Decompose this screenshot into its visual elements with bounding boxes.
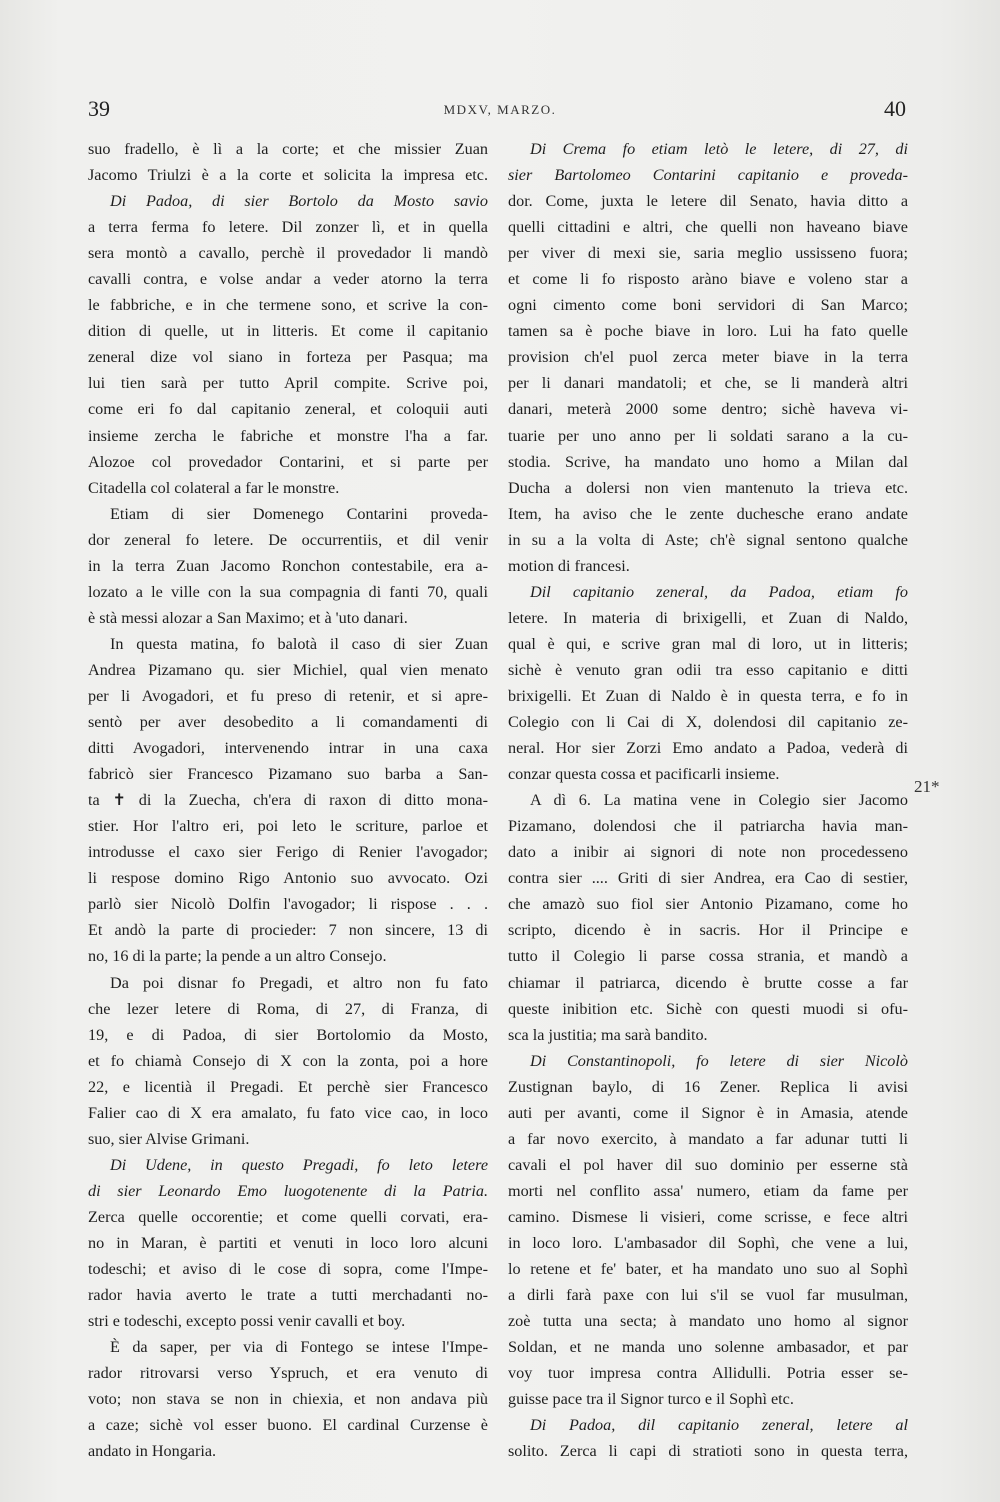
text-line: Item, ha aviso che le zente duchesche erano andate	[508, 504, 908, 523]
text-line: Etiam di sier Domenego Contarini proveda-	[110, 504, 488, 523]
text-line: Jacomo Triulzi è a la corte et solicita la impresa etc.	[88, 166, 488, 185]
text-line: queste inibition etc. Sichè con questi muodi si ofu-	[508, 999, 908, 1018]
section-heading-line: Di Padoa, di sier Bortolo da Mosto savio	[110, 192, 488, 211]
text-line: danari, meterà 2000 some dentro; sichè haveva vi-	[508, 400, 908, 419]
text-line: in su a la volta di Aste; ch'è signal sentono qualche	[508, 530, 908, 549]
text-line: parlò sier Nicolò Dolfin l'avogador; li rispose . . .	[88, 895, 488, 914]
text-line: tutto il Colegio li parse cossa strania, et mandò a	[508, 947, 908, 966]
text-line: zoè tutta una secta; à mandato uno homo al signor	[508, 1312, 908, 1331]
text-line: chiamar il patriarca, dicendo è brutte cosse a far	[508, 973, 908, 992]
text-line: Pizamano, dolendosi che il patriarcha havia man-	[508, 817, 908, 836]
text-line: A dì 6. La matina vene in Colegio sier Jacomo	[530, 791, 908, 810]
text-line: che lezer letere di Roma, di 27, di Franza, di	[88, 999, 488, 1018]
page-number-right: 40	[884, 96, 906, 121]
text-line: lo retene et fe' bater, et ha mandato uno suo al Sophì	[508, 1260, 908, 1279]
text-line: Soldan, et ne manda uno solenne ambasador, et par	[508, 1338, 908, 1357]
text-line: tamen sa è poche biave in loro. Lui ha fato quelle	[508, 322, 908, 341]
text-line: suo fradello, è lì a la corte; et che missier Zuan	[88, 140, 488, 158]
text-line: solito. Zerca li capi di stratioti sono in questa terra,	[508, 1442, 908, 1461]
text-line: lui tien sarà per tutto April compite. Scrive poi,	[88, 374, 488, 393]
text-line: ditti Avogadori, intervenendo intrar in una caxa	[88, 739, 488, 758]
text-line: sca la justitia; ma sarà bandito.	[508, 1025, 708, 1044]
text-line: quelli cittadini e altri, che quelli non haveano biave	[508, 218, 908, 237]
running-title: MDXV, MARZO.	[443, 102, 557, 117]
text-line: qual è qui, e scrive gran mal di loro, ut in litteris;	[508, 634, 908, 653]
section-heading-line: Di Udene, in questo Pregadi, fo leto letere	[110, 1155, 488, 1174]
text-line: zeneral dize vol siano in forteza per Pasqua; ma	[88, 348, 488, 367]
text-line: a dirli farà paxe con lui s'il se vuol far musulman,	[508, 1286, 908, 1305]
text-line: È da saper, per via di Fontego se intese l'Impe-	[110, 1338, 488, 1357]
text-line: todeschi; et aviso di le cose di sopra, come l'Impe-	[88, 1260, 488, 1279]
text-line: 22, e licentià il Pregadi. Et perchè sier Francesco	[88, 1077, 488, 1096]
text-line: in la terra Zuan Jacomo Ronchon contestabile, era a-	[88, 556, 488, 575]
text-line: stier. Hor l'altro eri, poi leto le scriture, parloe et	[88, 817, 488, 836]
text-line: insieme zercha le fabriche et monstre l'ha a far.	[88, 426, 488, 445]
text-line: suo, sier Alvise Grimani.	[88, 1129, 250, 1148]
text-line: cavalli contra, e volse andar a veder atorno la terra	[88, 270, 488, 289]
text-line: per li danari mandatoli; et che, se li manderà altri	[508, 374, 908, 393]
text-line: lozato a le ville con la sua compagnia di fanti 70, quali	[88, 582, 488, 601]
text-line: per viver di mexi sie, saria meglio ussisseno fuora;	[508, 244, 908, 263]
text-line: andato in Hongaria.	[88, 1442, 217, 1461]
text-line: sera montò a cavallo, perchè il provedador li mandò	[88, 244, 488, 263]
text-line: et fo chiamà Consejo di X con la zonta, poi a hore	[88, 1051, 488, 1070]
text-line: introdusse el caxo sier Ferigo di Renier l'avogador;	[88, 843, 488, 862]
text-line: Alozoe col provedador Contarini, et si parte per	[88, 452, 488, 471]
text-line: letere. In materia di brixigelli, et Zuan di Naldo,	[508, 608, 908, 627]
section-heading-line: Di Crema fo etiam letò le letere, di 27, di	[530, 140, 908, 158]
text-line: contra sier .... Griti di sier Andrea, era Cao di sestier,	[508, 869, 908, 888]
text-line: rador havia averto le trate a tutti merchadanti no-	[88, 1286, 488, 1305]
text-line: stri e todeschi, excepto possi venir cavalli et boy.	[88, 1312, 406, 1331]
text-line: Falier cao di X era amalato, fu fato vice cao, in loco	[88, 1103, 488, 1122]
text-line: per li Avogadori, et fu preso di retenir, et si apre-	[88, 686, 488, 705]
text-line: sentò per aver desobedito a li comandamenti di	[88, 713, 488, 732]
text-line: che amazò suo fiol sier Antonio Pizamano, come ho	[508, 895, 908, 914]
text-line: rador ritrovarsi verso Yspruch, et era venuto di	[88, 1364, 488, 1383]
text-line: motion di francesi.	[508, 556, 630, 575]
text-line: scripto, dicendo è in sacris. Hor il Principe e	[508, 921, 908, 940]
text-line: Ducha a dolersi non vien mantenuto la trieva etc.	[508, 478, 908, 497]
margin-note: 21*	[914, 777, 940, 796]
text-line: Da poi disnar fo Pregadi, et altro non fu fato	[110, 973, 488, 992]
section-heading-line: Di Constantinopoli, fo letere di sier Nicolò	[530, 1051, 908, 1070]
running-header	[0, 96, 1000, 126]
text-line: provision ch'el puol zerca meter biave in la terra	[508, 348, 908, 367]
section-heading-line: Dil capitanio zeneral, da Padoa, etiam fo	[530, 582, 908, 601]
text-line: camino. Dismese li visieri, come scrisse, e fece altri	[508, 1207, 908, 1226]
text-line: Zustignan baylo, di 16 Zener. Replica li avisi	[508, 1077, 908, 1096]
text-line: li respose domino Rigo Antonio suo avvocato. Ozi	[88, 869, 488, 888]
text-line: come eri fo dal capitanio zeneral, et coloquii auti	[88, 400, 488, 419]
text-line: neral. Hor sier Zorzi Emo andato a Padoa, vederà di	[508, 739, 908, 758]
text-line: brixigelli. Et Zuan di Naldo è in questa terra, e fo in	[508, 686, 908, 705]
text-line: dato a inibir ai signori di note non procedesseno	[508, 843, 908, 862]
text-line: dor. Come, juxta le letere dil Senato, havia ditto a	[508, 192, 908, 211]
text-line: et come li fo risposto aràno biave e voleno star a	[508, 270, 908, 289]
text-line: ta ✝ di la Zuecha, ch'era di raxon di ditto mona-	[88, 791, 488, 810]
text-line: sichè è venuto gran odii tra esso capitanio e ditti	[508, 660, 908, 679]
left-column	[88, 136, 488, 1464]
text-line: Zerca quelle occorentie; et come quelli corvati, era-	[88, 1207, 488, 1226]
right-column	[508, 136, 908, 1464]
text-line: a caze; sichè vol esser buono. El cardinal Curzense è	[88, 1416, 488, 1435]
text-line: no, 16 di la parte; la pende a un altro Consejo.	[88, 947, 387, 966]
section-heading-line: Di Padoa, dil capitanio zeneral, letere al	[530, 1416, 908, 1435]
text-line: Et andò la parte di procieder: 7 non sincere, 13 di	[88, 921, 488, 940]
section-heading-line: di sier Leonardo Emo luogotenente di la Patria.	[88, 1181, 488, 1200]
text-line: stodia. Scrive, ha mandato uno homo a Milan dal	[508, 452, 908, 471]
text-line: Colegio con li Cai di X, dolendosi dil capitanio ze-	[508, 713, 908, 732]
text-line: guisse pace tra il Signor turco e il Sophì etc.	[508, 1390, 794, 1409]
text-line: no in Maran, è partiti et venuti in loco loro alcuni	[88, 1233, 488, 1252]
page-number-left: 39	[88, 96, 110, 121]
text-line: dor zeneral fo letere. De occurrentiis, et dil venir	[88, 530, 488, 549]
text-line: voto; non stava se non in chiexia, et non andava più	[88, 1390, 488, 1409]
text-line: le fabbriche, e in che termene sono, et scrive la con-	[88, 296, 488, 315]
text-line: ogni cimento come boni servidori di San Marco;	[508, 296, 908, 315]
text-line: tuarie per uno anno per li soldati sarano a la cu-	[508, 426, 908, 445]
section-heading-line: sier Bartolomeo Contarini capitanio e proveda-	[508, 166, 908, 185]
text-line: a terra ferma fo letere. Dil zonzer lì, et in quella	[88, 218, 488, 237]
text-line: conzar questa cossa et pacificarli insieme.	[508, 765, 780, 784]
text-line: a far novo exercito, à mandato a far adunar tutti li	[508, 1129, 908, 1148]
text-line: In questa matina, fo balotà il caso di sier Zuan	[110, 634, 488, 653]
text-line: auti per avanti, come il Signor è in Amasia, atende	[508, 1103, 908, 1122]
text-line: è stà messi alozar a San Maximo; et à 'uto danari.	[88, 608, 408, 627]
text-line: morti nel conflito assa' numero, etiam da fame per	[508, 1181, 908, 1200]
text-line: Andrea Pizamano qu. sier Michiel, qual vien menato	[88, 660, 488, 679]
text-line: cavali el pol haver dil suo dominio per esserne stà	[508, 1155, 908, 1174]
text-line: 19, e di Padoa, di sier Bortolomio da Mosto,	[88, 1025, 488, 1044]
text-line: voy tuor impresa contra Allidulli. Potria esser se-	[508, 1364, 908, 1383]
text-line: fabricò sier Francesco Pizamano suo barba a San-	[88, 765, 488, 784]
text-line: Citadella col colateral a far le monstre.	[88, 478, 340, 497]
text-line: dition di quelle, ut in litteris. Et come il capitanio	[88, 322, 488, 341]
text-line: in loco loro. L'ambasador dil Sophì, che vene a lui,	[508, 1233, 908, 1252]
